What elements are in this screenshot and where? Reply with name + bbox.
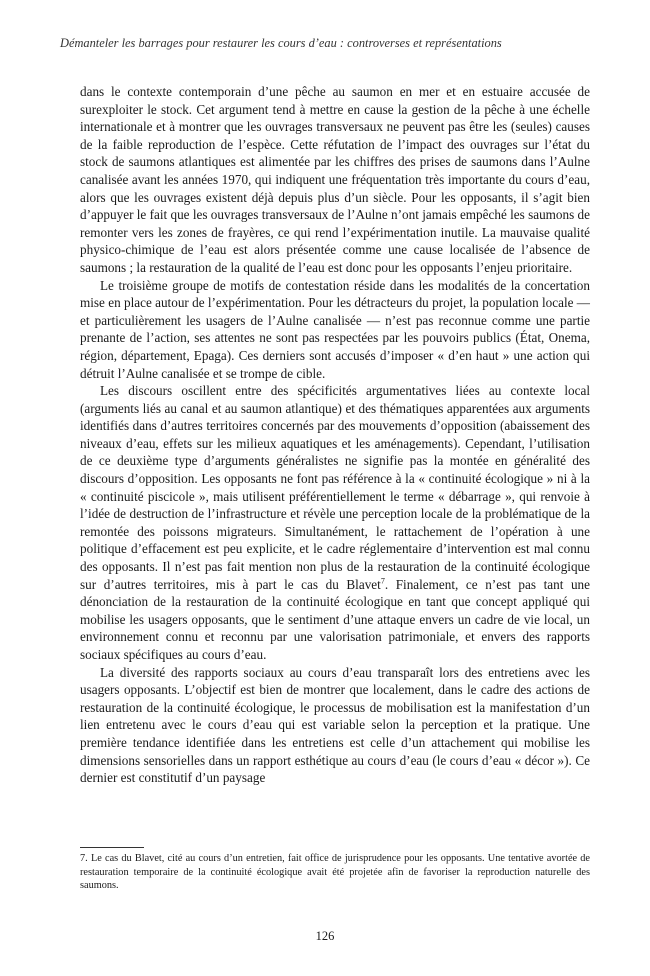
footnote-divider — [80, 847, 144, 848]
paragraph: Le troisième groupe de motifs de contestation réside dans les modalités de la concertation mise en place autour de l’expérimentation. Pour les détracteurs du projet, la population locale — et particulièrement les usagers de l’Aulne canalisée — n’est pas reconnue comme une partie prenante de l’action, ses attentes ne sont pas respectées par les pouvoirs publics (État, Onema, région, département, Epaga). Ces derniers sont accusés d’imposer « d’en haut » une action qui détruit l’Aulne canalisée et se trompe de cible. — [80, 277, 590, 381]
footnote-text: Le cas du Blavet, cité au cours d’un entretien, fait office de jurisprudence pour les opposants. Une tentative avortée de restauration temporaire de la continuité écologique avait été projetée afin de favoriser la reproduction naturelle des saumons. — [80, 853, 591, 891]
footnote-reference[interactable]: 7 — [380, 576, 385, 586]
footnote — [80, 852, 590, 893]
footnote-number: 7. — [80, 853, 88, 864]
body-text — [80, 83, 590, 787]
paragraph: La diversité des rapports sociaux au cours d’eau transparaît lors des entretiens avec les usagers opposants. L’objectif est bien de montrer que localement, dans le cadre des actions de restauration de la continuité écologique, le processus de mobilisation est la manifestation d’un lien entretenu avec le cours d’eau qui est variable selon la perception et la pratique. Une première tendance identifiée dans les entretiens est celle d’un attachement qui mobilise les dimensions sensorielles dans un rapport esthétique au cours d’eau (le cours d’eau « décor »). Ce dernier est constitutif d’un paysage — [80, 664, 590, 786]
paragraph-text: Les discours oscillent entre des spécificités argumentatives liées au contexte local (arguments liés au canal et au saumon atlantique) et des thématiques apparentées aux arguments identifiés dans d’autres territoires concernés par des mouvements d’opposition (abaissement des niveaux d’eau, effets sur les milieux aquatiques et les aménagements). Cependant, l’utilisation de ce deuxième type d’arguments généralistes ne signifie pas la montée en généralité des discours d’opposition. Les opposants ne font pas référence à la « continuité écologique » ni à la « continuité piscicole », mais utilisent préférentiellement le terme « débarrage », qui renvoie à l’idée de destruction de l’infrastructure et révèle une perception locale de la problématique de la remontée des poissons migrateurs. Simultanément, le rattachement de l’opération à une politique d’effacement est peu explicite, et le cadre réglementaire d’intervention est mal connu des opposants. Il n’est pas fait mention non plus de la restauration de la continuité écologique sur d’autres territoires, mis à part le cas du Blavet — [80, 383, 590, 592]
running-header: Démanteler les barrages pour restaurer les cours d’eau : controverses et représentations — [60, 36, 502, 50]
page-number: 126 — [315, 929, 335, 943]
paragraph-text: . Finalement, ce n’est pas tant une dénonciation de la restauration de la continuité écologique en tant que concept appliqué qui mobilise les usagers opposants, que le sentiment d’une attaque envers un cadre de vie local, un environnement connu et reconnu par une valorisation patrimoniale, et envers des rapports sociaux spécifiques au cours d’eau. — [80, 576, 590, 662]
paragraph — [80, 382, 590, 664]
footnotes — [80, 852, 590, 893]
paragraph: dans le contexte contemporain d’une pêche au saumon en mer et en estuaire accusée de surexploiter le stock. Cet argument tend à mettre en cause la gestion de la pêche à une échelle internationale et à montrer que les ouvrages transversaux ne peuvent pas être les (seules) causes de la faible reproduction de l’espèce. Cette réfutation de l’impact des ouvrages sur l’état du stock de saumons atlantiques est alimentée par les chiffres des prises de saumons dans l’Aulne canalisée avant les années 1970, qui indiquent une fréquentation très importante du cours d’eau, alors que les ouvrages existent déjà depuis plus d’un siècle. Pour les opposants, il s’agit bien d’appuyer le fait que les ouvrages transversaux de l’Aulne n’ont jamais empêché les saumons de remonter vers les zones de frayères, ce qui rend l’expérimentation inutile. La mauvaise qualité physico-chimique de l’eau est alors présentée comme une cause localisée de l’absence de saumons ; la restauration de la qualité de l’eau est donc pour les opposants l’enjeu prioritaire. — [80, 84, 590, 275]
